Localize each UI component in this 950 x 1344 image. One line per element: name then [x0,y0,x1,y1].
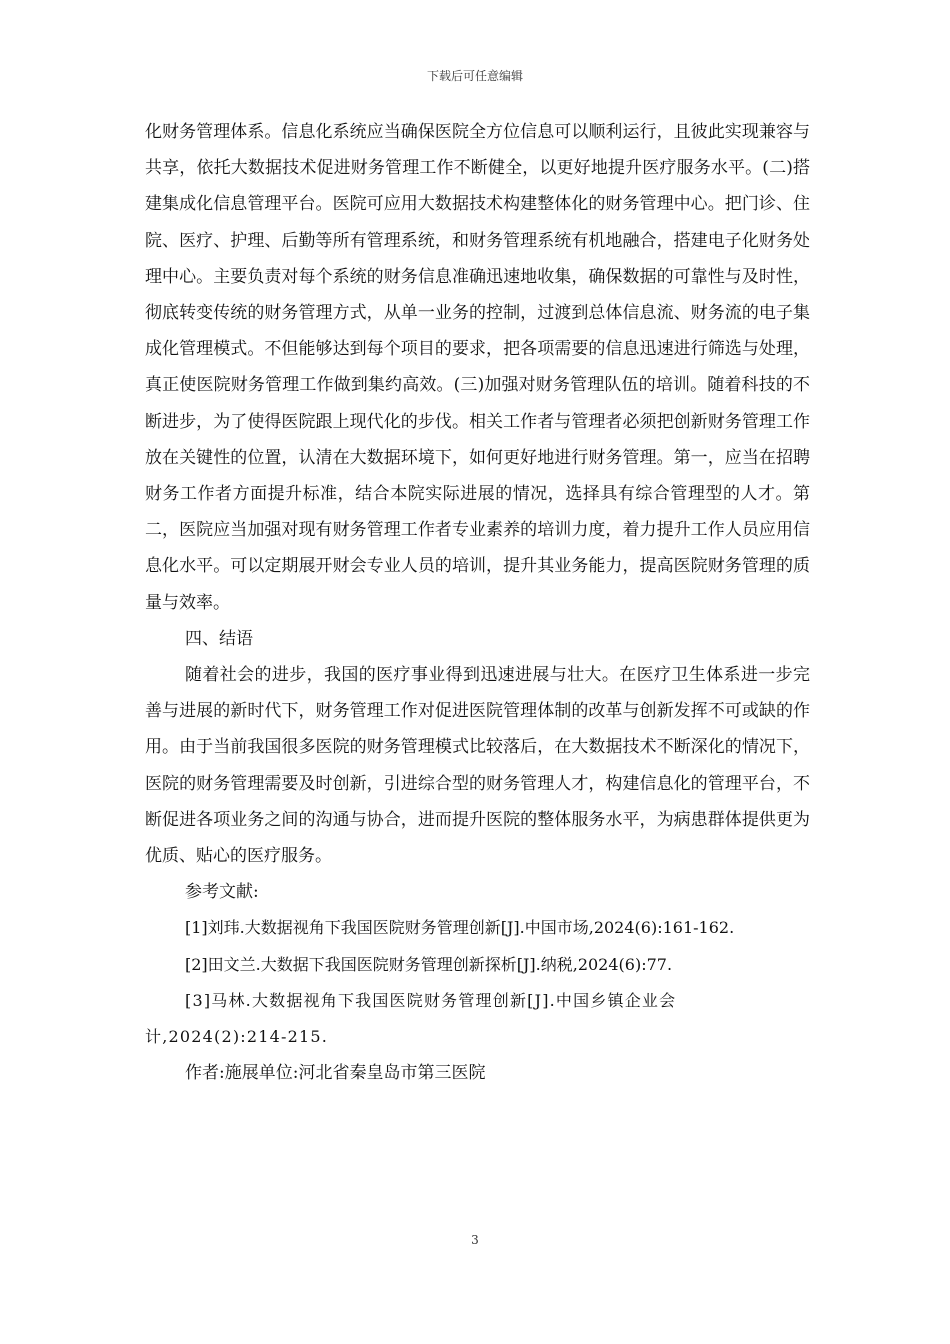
body-paragraph: 化财务管理体系。信息化系统应当确保医院全方位信息可以顺利运行，且彼此实现兼容与共享，依托大数据技术促进财务管理工作不断健全，以更好地提升医疗服务水平。(二)搭建集成化信息管理平台。医院可应用大数据技术构建整体化的财务管理中心。把门诊、住院、医疗、护理、后勤等所有管理系统，和财务管理系统有机地融合，搭建电子化财务处理中心。主要负责对每个系统的财务信息准确迅速地收集，确保数据的可靠性与及时性，彻底转变传统的财务管理方式，从单一业务的控制，过渡到总体信息流、财务流的电子集成化管理模式。不但能够达到每个项目的要求，把各项需要的信息迅速进行筛选与处理，真正使医院财务管理工作做到集约高效。(三)加强对财务管理队伍的培训。随着科技的不断进步，为了使得医院跟上现代化的步伐。相关工作者与管理者必须把创新财务管理工作放在关键性的位置，认清在大数据环境下，如何更好地进行财务管理。第一，应当在招聘财务工作者方面提升标准，结合本院实际进展的情况，选择具有综合管理型的人才。第二，医院应当加强对现有财务管理工作者专业素养的培训力度，着力提升工作人员应用信息化水平。可以定期展开财会专业人员的培训，提升其业务能力，提高医院财务管理的质量与效率。 [145,122,810,613]
conclusion-paragraph: 随着社会的进步，我国的医疗事业得到迅速进展与壮大。在医疗卫生体系进一步完善与进展的新时代下，财务管理工作对促进医院管理体制的改革与创新发挥不可或缺的作用。由于当前我国很多医院的财务管理模式比较落后，在大数据技术不断深化的情况下，医院的财务管理需要及时创新，引进综合型的财务管理人才，构建信息化的管理平台，不断促进各项业务之间的沟通与协合，进而提升医院的整体服务水平，为病患群体提供更为优质、贴心的医疗服务。 [145,665,810,867]
page-header: 下载后可任意编辑 [426,69,523,83]
section-heading: 四、结语 [185,628,253,649]
reference-item-1: [1]刘玮.大数据视角下我国医院财务管理创新[J].中国市场,2024(6):161-162. [185,918,735,938]
reference-item-2: [2]田文兰.大数据下我国医院财务管理创新探析[J].纳税,2024(6):77. [185,954,673,974]
reference-item-3: [3]马林.大数据视角下我国医院财务管理创新[J].中国乡镇企业会计,2024(2):214-215. [145,990,677,1047]
references-heading: 参考文献: [185,882,259,903]
author-line: 作者:施展单位:河北省秦皇岛市第三医院 [185,1063,486,1084]
page-number: 3 [471,1233,479,1247]
document-body [145,114,810,1091]
